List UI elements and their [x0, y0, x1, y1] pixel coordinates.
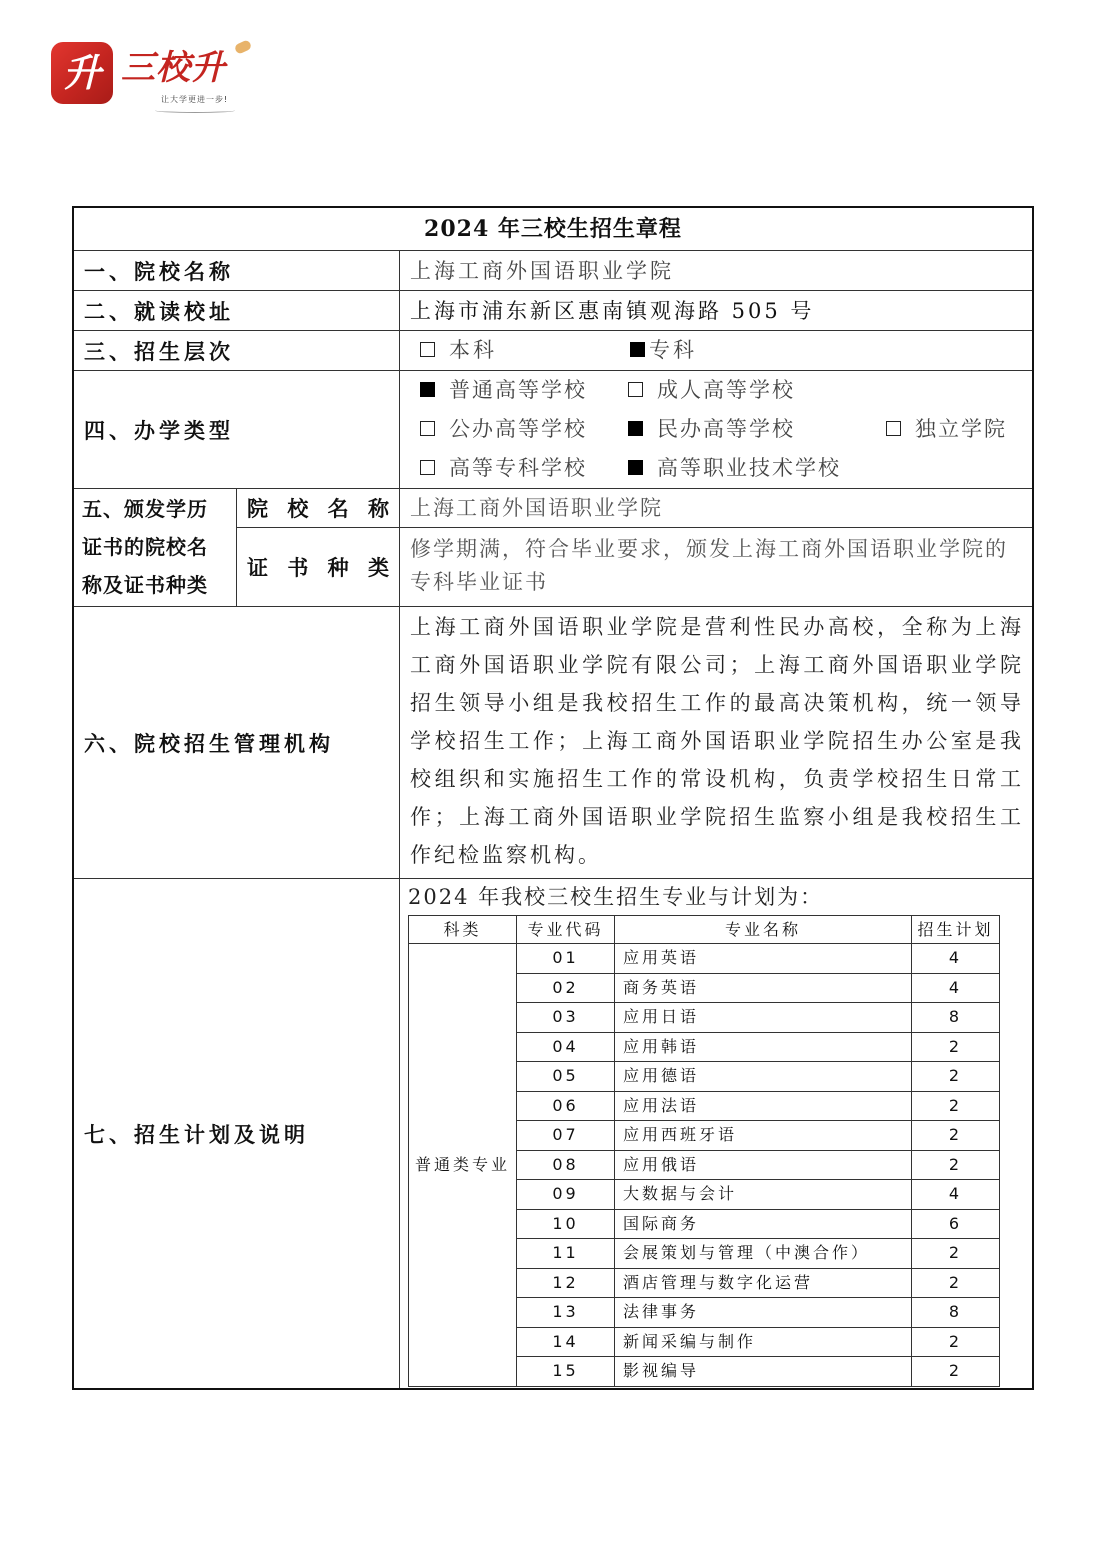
major-code-cell: 05	[517, 1062, 615, 1092]
checkbox-icon	[628, 460, 643, 475]
major-plan-cell: 2	[912, 1121, 1000, 1151]
majors-table-header	[409, 916, 1000, 944]
peanut-icon	[234, 39, 253, 55]
major-plan-cell: 2	[912, 1062, 1000, 1092]
brand-logo	[51, 42, 251, 114]
major-plan-cell: 2	[912, 1357, 1000, 1387]
row-label: 六、院校招生管理机构	[74, 607, 400, 878]
header-name: 专业名称	[615, 916, 912, 944]
row-label	[74, 489, 237, 606]
checkbox-icon	[628, 382, 643, 397]
option-junior-college	[630, 331, 697, 370]
major-name-cell: 会展策划与管理（中澳合作）	[615, 1239, 912, 1269]
row-school-name	[74, 250, 1032, 290]
management-value: 上海工商外国语职业学院是营利性民办高校，全称为上海工商外国语职业学院有限公司；上海工商外国语职业学院招生领导小组是我校招生工作的最高决策机构，统一领导学校招生工作；上海工商外国语职业学院招生办公室是我校组织和实施招生工作的常设机构，负责学校招生日常工作；上海工商外国语职业学院招生监察小组是我校招生工作纪检监察机构。	[410, 615, 1024, 867]
document-title: 2024 年三校生招生章程	[424, 216, 682, 242]
major-code-cell: 14	[517, 1327, 615, 1357]
option-vocational-technical	[628, 449, 841, 488]
option-undergraduate	[420, 331, 497, 370]
major-plan-cell: 2	[912, 1239, 1000, 1269]
checkbox-icon	[630, 342, 645, 357]
major-name-cell: 新闻采编与制作	[615, 1327, 912, 1357]
sub-label-certificate-type	[237, 528, 400, 606]
label-char: 证	[247, 556, 268, 580]
option-label: 高等专科学校	[449, 456, 587, 480]
major-code-cell: 15	[517, 1357, 615, 1387]
category-cell: 普通类专业	[409, 944, 517, 1387]
option-label: 高等职业技术学校	[657, 456, 841, 480]
label-char: 校	[287, 497, 309, 521]
major-plan-cell: 2	[912, 1091, 1000, 1121]
swoosh-decoration	[155, 108, 235, 113]
header-code: 专业代码	[517, 916, 615, 944]
logo-slogan: 让大学更进一步!	[161, 95, 229, 104]
major-name-cell: 应用韩语	[615, 1032, 912, 1062]
major-name-cell: 应用英语	[615, 944, 912, 974]
row-label: 一、院校名称	[74, 251, 400, 290]
row-school-type	[74, 370, 1032, 488]
label-line: 称及证书种类	[82, 573, 208, 597]
school-name-value: 上海工商外国语职业学院	[410, 259, 674, 283]
option-label: 独立学院	[915, 417, 1007, 441]
major-plan-cell: 2	[912, 1268, 1000, 1298]
option-label: 本科	[449, 338, 497, 362]
certificate-school-name-value: 上海工商外国语职业学院	[410, 496, 663, 520]
option-label: 普通高等学校	[449, 378, 587, 402]
option-label: 专科	[649, 338, 697, 362]
major-name-cell: 影视编导	[615, 1357, 912, 1387]
major-plan-cell: 4	[912, 973, 1000, 1003]
major-code-cell: 08	[517, 1150, 615, 1180]
logo-brand-name: 三校升	[121, 48, 226, 88]
major-name-cell: 应用德语	[615, 1062, 912, 1092]
address-value: 上海市浦东新区惠南镇观海路 505 号	[410, 299, 815, 323]
logo-badge-icon: 升	[51, 42, 113, 104]
option-junior-college-school	[420, 449, 587, 488]
admission-charter-table	[72, 206, 1034, 1390]
major-name-cell: 应用法语	[615, 1091, 912, 1121]
label-char: 院	[247, 497, 268, 521]
checkbox-icon	[886, 421, 901, 436]
major-name-cell: 国际商务	[615, 1209, 912, 1239]
major-name-cell: 商务英语	[615, 973, 912, 1003]
row-label: 二、就读校址	[74, 291, 400, 330]
label-char: 种	[327, 556, 349, 580]
checkbox-icon	[628, 421, 643, 436]
major-plan-cell: 2	[912, 1150, 1000, 1180]
certificate-type-row	[237, 528, 1032, 606]
label-char: 类	[367, 556, 389, 580]
major-code-cell: 12	[517, 1268, 615, 1298]
label-char: 名	[327, 497, 349, 521]
table-row	[409, 944, 1000, 974]
major-name-cell: 法律事务	[615, 1298, 912, 1328]
plan-intro: 2024 年我校三校生招生专业与计划为：	[408, 885, 824, 909]
checkbox-icon	[420, 460, 435, 475]
row-certificate	[74, 488, 1032, 606]
major-plan-cell: 8	[912, 1298, 1000, 1328]
major-name-cell: 酒店管理与数字化运营	[615, 1268, 912, 1298]
option-label: 民办高等学校	[657, 417, 795, 441]
option-regular-higher	[420, 371, 587, 410]
row-label: 七、招生计划及说明	[74, 879, 400, 1388]
option-label: 成人高等学校	[657, 378, 795, 402]
major-code-cell: 11	[517, 1239, 615, 1269]
label-char: 书	[287, 556, 309, 580]
major-code-cell: 03	[517, 1003, 615, 1033]
major-code-cell: 13	[517, 1298, 615, 1328]
row-label: 四、办学类型	[74, 371, 400, 488]
option-public-higher	[420, 410, 587, 449]
major-code-cell: 02	[517, 973, 615, 1003]
checkbox-icon	[420, 342, 435, 357]
option-independent-college	[886, 410, 1007, 449]
header-plan: 招生计划	[912, 916, 1000, 944]
major-plan-cell: 4	[912, 1180, 1000, 1210]
checkbox-icon	[420, 382, 435, 397]
row-address	[74, 290, 1032, 330]
plan-content	[400, 879, 1032, 1387]
major-plan-cell: 6	[912, 1209, 1000, 1239]
option-adult-higher	[628, 371, 795, 410]
certificate-school-name-row	[237, 489, 1032, 528]
option-private-higher	[628, 410, 795, 449]
school-type-options	[400, 371, 1032, 488]
option-label: 公办高等学校	[449, 417, 587, 441]
major-code-cell: 04	[517, 1032, 615, 1062]
label-line: 五、颁发学历	[82, 497, 208, 521]
certificate-type-value: 修学期满，符合毕业要求，颁发上海工商外国语职业学院的专科毕业证书	[410, 537, 1008, 594]
header-category: 科类	[409, 916, 517, 944]
row-plan	[74, 878, 1032, 1388]
major-name-cell: 应用俄语	[615, 1150, 912, 1180]
major-code-cell: 10	[517, 1209, 615, 1239]
row-level	[74, 330, 1032, 370]
major-name-cell: 大数据与会计	[615, 1180, 912, 1210]
major-plan-cell: 2	[912, 1032, 1000, 1062]
major-code-cell: 01	[517, 944, 615, 974]
label-char: 称	[367, 497, 389, 521]
majors-table	[408, 915, 1000, 1387]
major-name-cell: 应用西班牙语	[615, 1121, 912, 1151]
major-plan-cell: 4	[912, 944, 1000, 974]
row-label: 三、招生层次	[74, 331, 400, 370]
major-plan-cell: 2	[912, 1327, 1000, 1357]
major-code-cell: 07	[517, 1121, 615, 1151]
label-line: 证书的院校名	[82, 535, 208, 559]
major-plan-cell: 8	[912, 1003, 1000, 1033]
major-code-cell: 06	[517, 1091, 615, 1121]
checkbox-icon	[420, 421, 435, 436]
major-name-cell: 应用日语	[615, 1003, 912, 1033]
sub-label-school-name	[237, 489, 400, 527]
row-management	[74, 606, 1032, 878]
level-options	[400, 331, 1032, 370]
major-code-cell: 09	[517, 1180, 615, 1210]
